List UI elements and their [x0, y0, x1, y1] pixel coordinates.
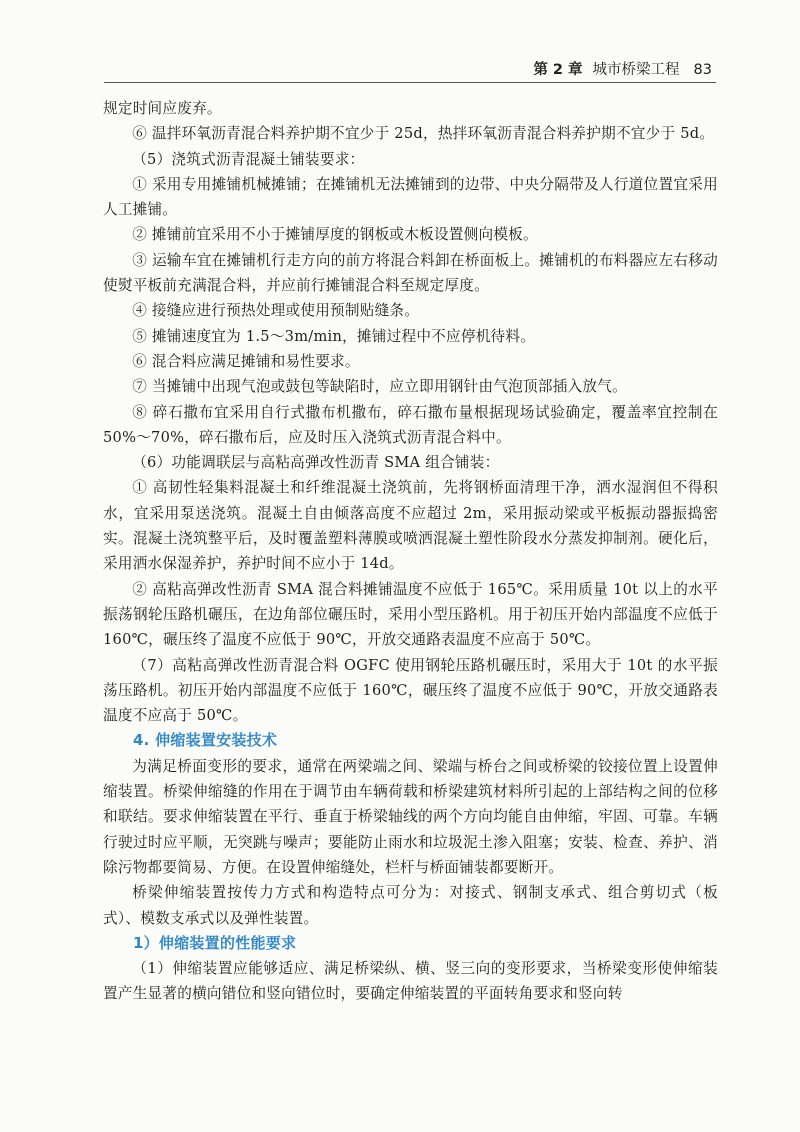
paragraph: 桥梁伸缩装置按传力方式和构造特点可分为：对接式、钢制支承式、组合剪切式（板式）、模数支承式以及弹性装置。 — [103, 884, 718, 927]
page-body — [103, 96, 718, 1007]
section-heading: 4. 伸缩装置安装技术 — [133, 731, 278, 750]
paragraph: ① 采用专用摊铺机械摊铺；在摊铺机无法摊铺到的边带、中央分隔带及人行道位置宜采用人工摊铺。 — [103, 175, 718, 219]
paragraph: （7）高粘高弹改性沥青混合料 OGFC 使用钢轮压路机碾压时，采用大于 10t 的水平振荡压路机。初压开始内部温度不应低于 160℃，碾压终了温度不应低于 90℃，开放交通路表温度不应高于 50℃。 — [103, 656, 718, 725]
paragraph: ③ 运输车宜在摊铺机行走方向的前方将混合料卸在桥面板上。摊铺机的布料器应左右移动使熨平板前充满混合料，并应前行摊铺混合料至规定厚度。 — [103, 251, 718, 295]
subsection-heading: 1）伸缩装置的性能要求 — [133, 933, 297, 952]
paragraph: （6）功能调联层与高粘高弹改性沥青 SMA 组合铺装： — [132, 454, 500, 472]
header-rule — [104, 82, 716, 83]
paragraph: ⑥ 混合料应满足摊铺和易性要求。 — [132, 352, 360, 370]
paragraph: 规定时间应废弃。 — [103, 100, 222, 117]
chapter-title: 城市桥梁工程 — [592, 62, 680, 78]
paragraph: ⑤ 摊铺速度宜为 1.5～3m/min，摊铺过程中不应停机待料。 — [132, 327, 536, 345]
paragraph: 为满足桥面变形的要求，通常在两梁端之间、梁端与桥台之间或桥梁的铰接位置上设置伸缩装置。桥梁伸缩缝的作用在于调节由车辆荷载和桥梁建筑材料所引起的上部结构之间的位移和联结。要求伸缩装置在平行、垂直于桥梁轴线的两个方向均能自由伸缩，牢固、可靠。车辆行驶过时应平顺，无突跳与噪声；要能防止雨水和垃圾泥土渗入阻塞；安装、检查、养护、消除污物都要简易、方便。在设置伸缩缝处，栏杆与桥面铺装都要断开。 — [103, 757, 718, 876]
running-head — [533, 58, 712, 79]
paragraph: ④ 接缝应进行预热处理或使用预制贴缝条。 — [132, 302, 420, 320]
paragraph: （5）浇筑式沥青混凝土铺装要求： — [132, 150, 365, 168]
paragraph: ⑦ 当摊铺中出现气泡或鼓包等缺陷时，应立即用钢针由气泡顶部插入放气。 — [132, 378, 627, 396]
page-number: 83 — [693, 62, 712, 78]
paragraph: ② 摊铺前宜采用不小于摊铺厚度的钢板或木板设置侧向模板。 — [132, 226, 538, 244]
paragraph: （1）伸缩装置应能够适应、满足桥梁纵、横、竖三向的变形要求，当桥梁变形使伸缩装置产生显著的横向错位和竖向错位时，要确定伸缩装置的平面转角要求和竖向转 — [103, 960, 718, 1003]
page-header — [0, 52, 800, 92]
paragraph: ⑥ 温拌环氧沥青混合料养护期不宜少于 25d，热拌环氧沥青混合料养护期不宜少于 5d。 — [132, 125, 715, 143]
paragraph: ② 高粘高弹改性沥青 SMA 混合料摊铺温度不应低于 165℃。采用质量 10t 以上的水平振荡钢轮压路机碾压，在边角部位碾压时，采用小型压路机。用于初压开始内部温度不应低于 160℃，碾压终了温度不应低于 90℃，开放交通路表温度不应高于 50℃。 — [103, 580, 718, 649]
paragraph: ① 高韧性轻集料混凝土和纤维混凝土浇筑前，先将钢桥面清理干净，洒水湿润但不得积水，宜采用泵送浇筑。混凝土自由倾落高度不应超过 2m，采用振动梁或平板振动器振捣密实。混凝土浇筑整平后，及时覆盖塑料薄膜或喷洒混凝土塑性阶段水分蒸发抑制剂。硬化后，采用洒水保湿养护，养护时间不应小于 14d。 — [103, 479, 718, 573]
paragraph: ⑧ 碎石撒布宜采用自行式撒布机撒布，碎石撒布量根据现场试验确定，覆盖率宜控制在 50%～70%，碎石撒布后，应及时压入浇筑式沥青混合料中。 — [103, 403, 718, 446]
chapter-label: 第 2 章 — [533, 62, 583, 78]
